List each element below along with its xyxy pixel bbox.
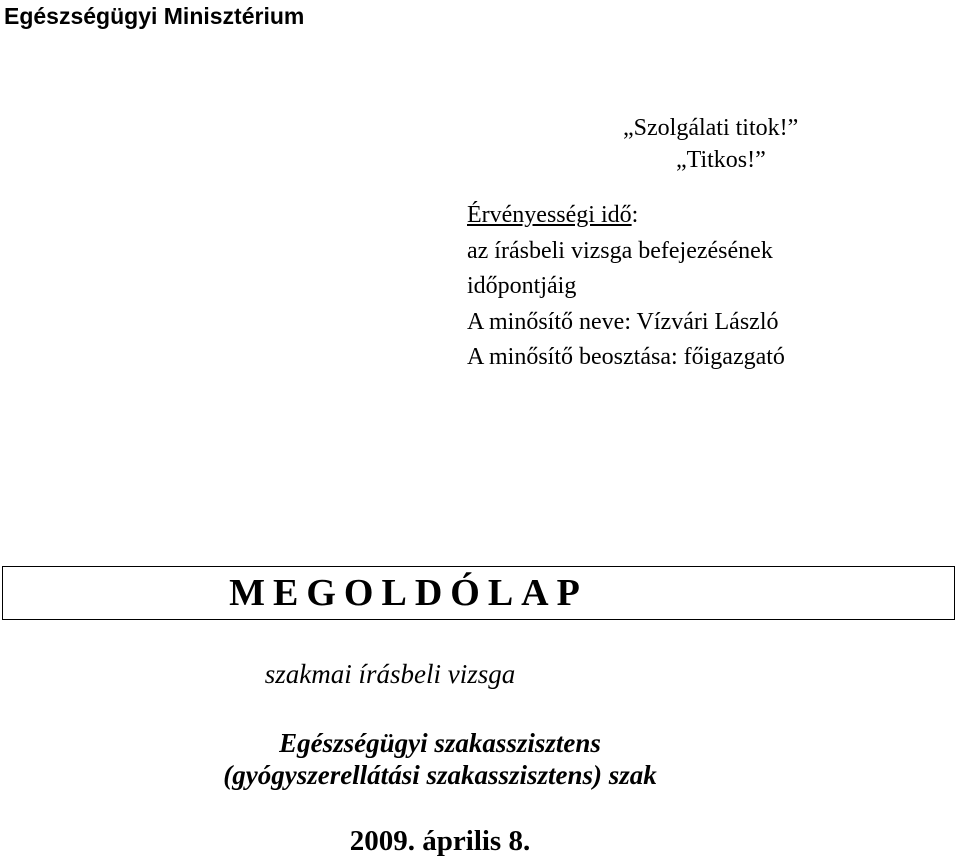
validity-label-line bbox=[467, 198, 785, 234]
profession-line-2: (gyógyszerellátási szakasszisztens) szak bbox=[223, 760, 657, 790]
profession-line-1: Egészségügyi szakasszisztens bbox=[279, 728, 601, 758]
validity-block bbox=[467, 198, 785, 376]
validity-label-colon: : bbox=[631, 202, 639, 228]
qualifier-title: A minősítő beosztása: főigazgató bbox=[467, 344, 785, 370]
document-title: MEGOLDÓLAP bbox=[229, 572, 588, 614]
classification-secret-official: „Szolgálati titok!” bbox=[623, 115, 799, 141]
exam-date: 2009. április 8. bbox=[349, 825, 531, 857]
validity-line-2: időpontjáig bbox=[467, 273, 577, 299]
qualifier-name: A minősítő neve: Vízvári László bbox=[467, 308, 779, 335]
exam-type: szakmai írásbeli vizsga bbox=[264, 659, 516, 689]
validity-line-1: az írásbeli vizsga befejezésének bbox=[467, 237, 773, 264]
ministry-name: Egészségügyi Minisztérium bbox=[4, 3, 305, 29]
title-box bbox=[2, 566, 955, 620]
classification-secret: „Titkos!” bbox=[676, 147, 766, 173]
validity-label: Érvényességi idő bbox=[467, 202, 632, 228]
